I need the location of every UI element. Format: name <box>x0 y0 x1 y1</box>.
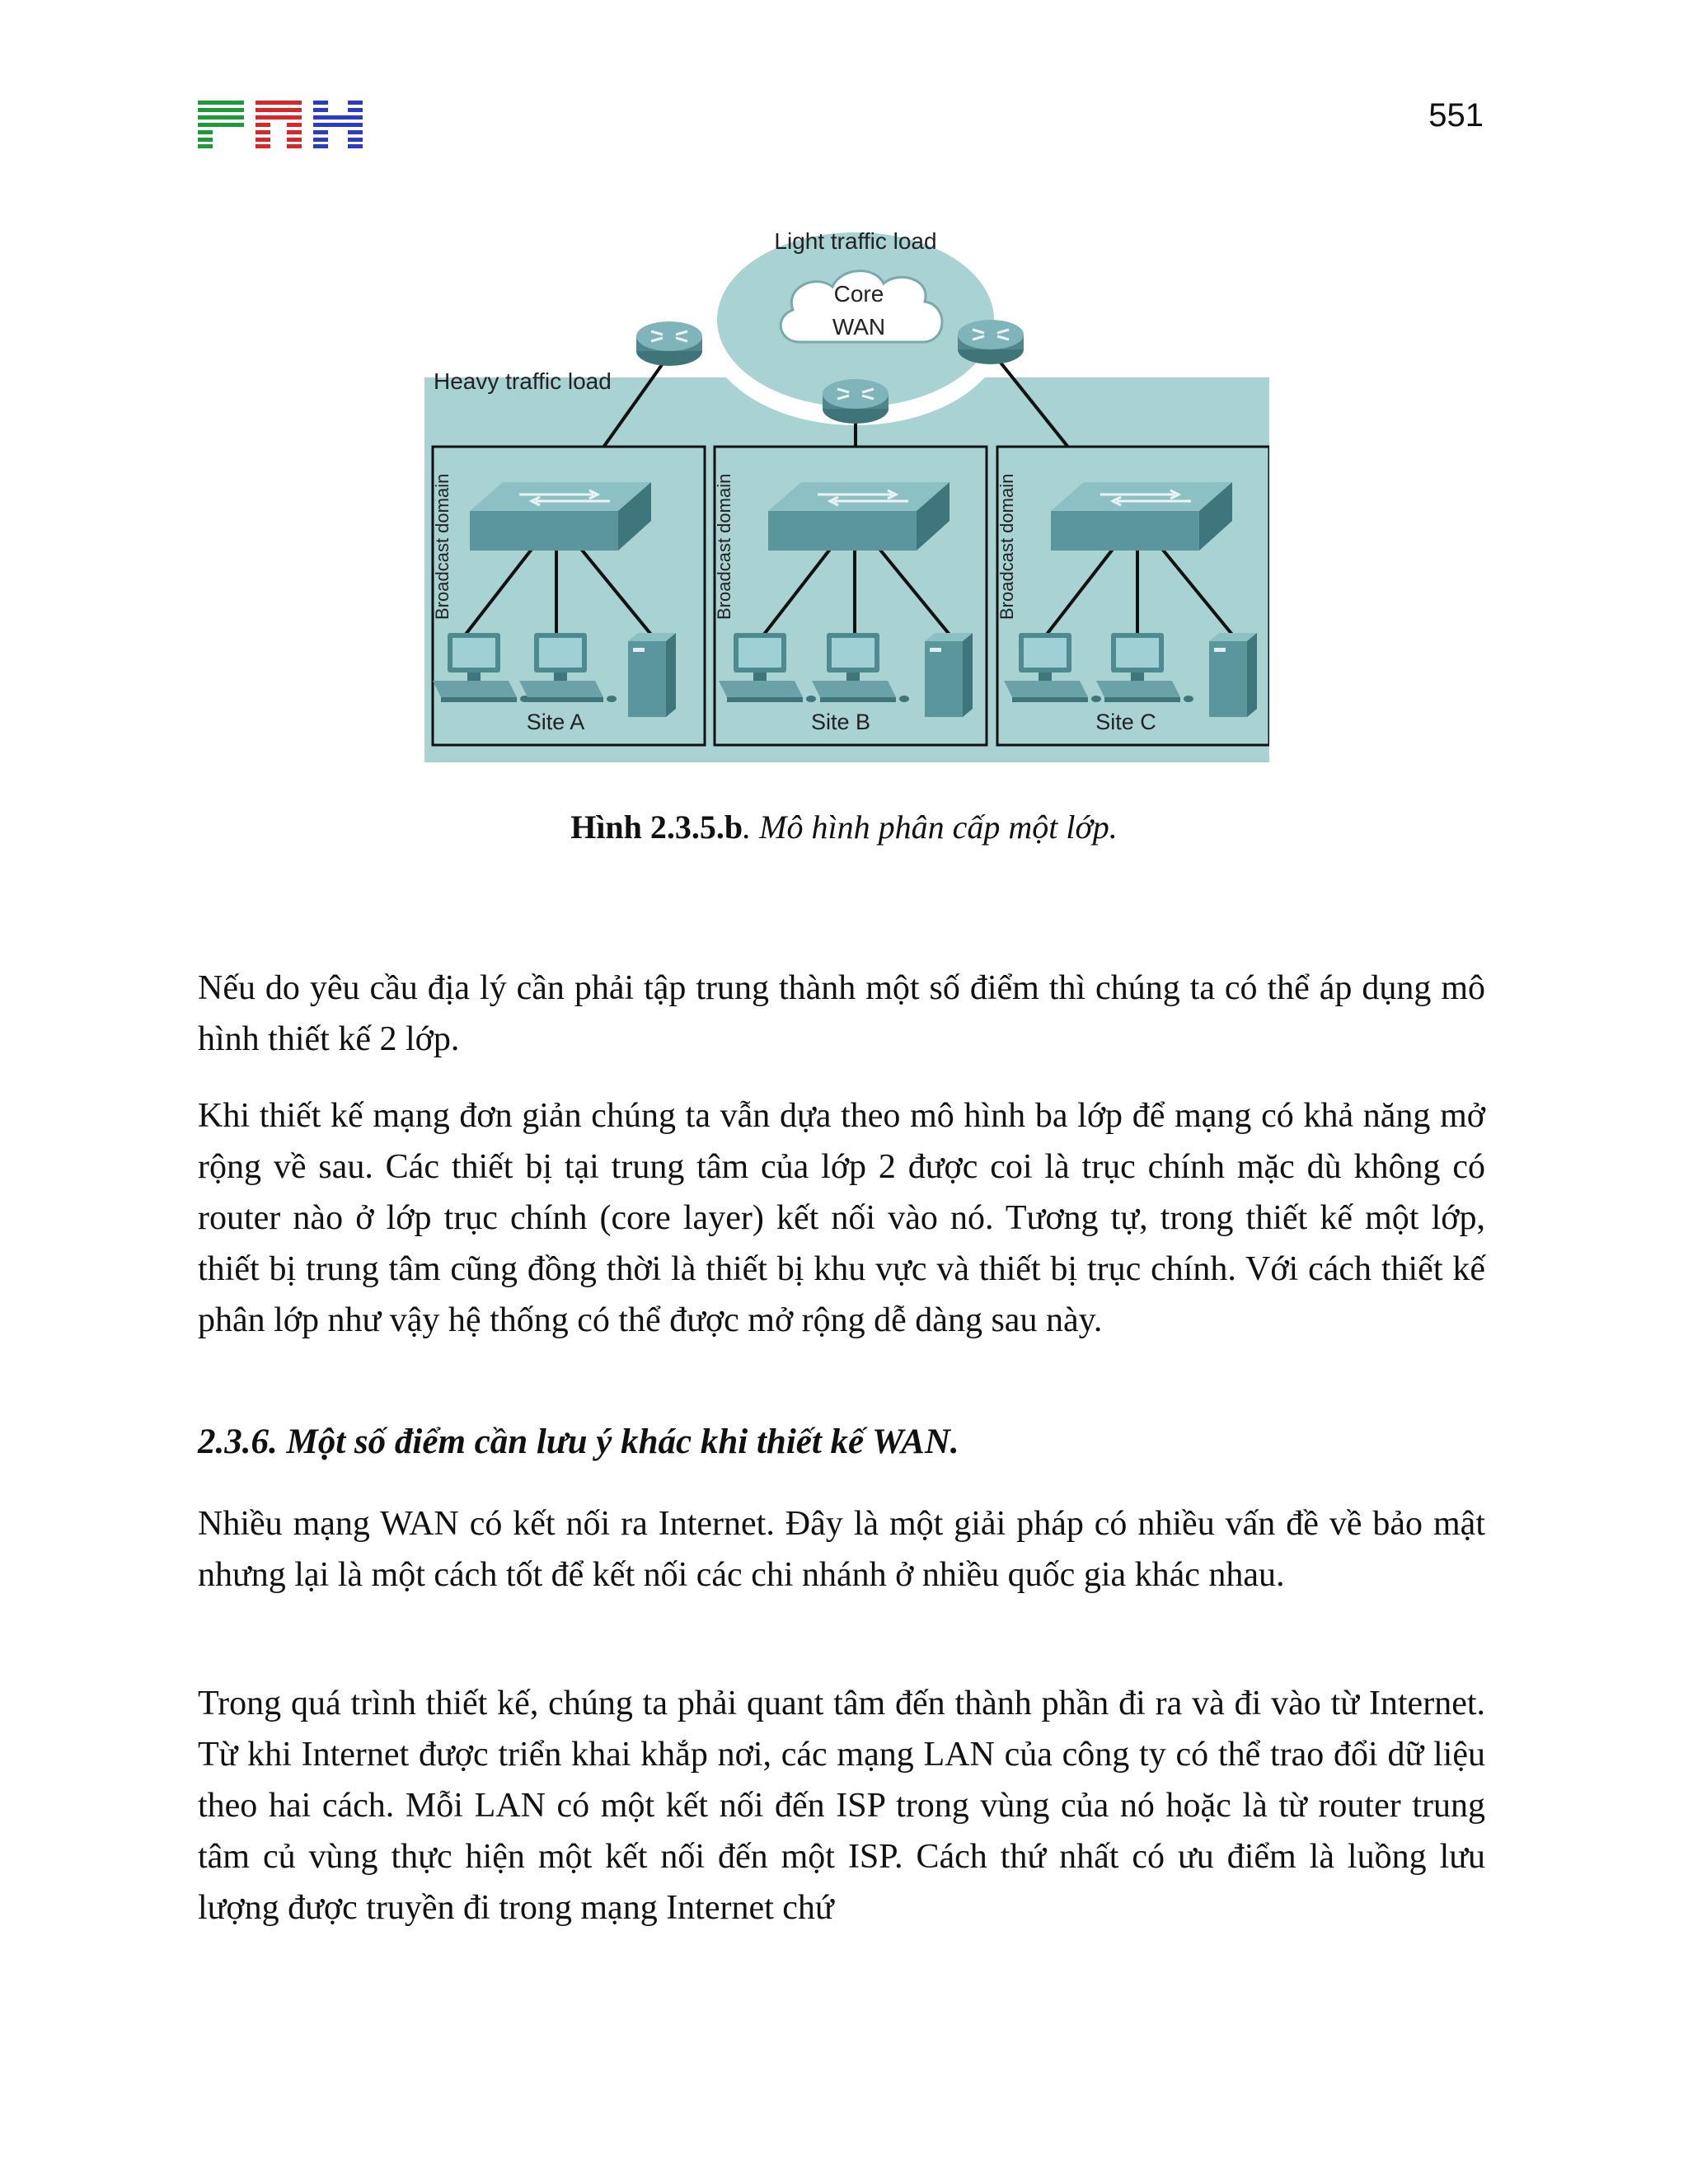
site-label: Site A <box>526 710 585 734</box>
light-traffic-label: Light traffic load <box>774 228 937 254</box>
broadcast-domain-label-c: Broadcast domain <box>996 473 1017 620</box>
site-label: Site B <box>810 710 871 734</box>
site-c-domain <box>996 447 1269 745</box>
broadcast-domain-label-b: Broadcast domain <box>714 473 734 620</box>
section-heading: 2.3.6. Một số điểm cần lưu ý khác khi thiết kế WAN. <box>198 1422 959 1461</box>
figure-caption <box>0 808 1688 846</box>
heavy-traffic-label: Heavy traffic load <box>434 368 612 394</box>
switch-icon <box>1051 482 1232 551</box>
wan-label: WAN <box>832 314 886 340</box>
site-a-domain <box>432 447 705 745</box>
router-left-icon <box>636 321 702 366</box>
core-label: Core <box>833 281 884 307</box>
logo-letter-p <box>198 101 244 148</box>
broadcast-domain-label-a: Broadcast domain <box>432 473 452 620</box>
switch-icon <box>470 482 651 551</box>
pnh-logo <box>198 101 363 148</box>
paragraph-4: Trong quá trình thiết kế, chúng ta phải quant tâm đến thành phần đi ra và đi vào từ Internet. Từ khi Internet được triển khai khắp nơi, các mạng LAN của công ty có thể trao đổi dữ liệu theo hai cách. Mỗi LAN có một kết nối đến ISP trong vùng của nó hoặc là từ router trung tâm củ vùng thực hiện một kết nối đến một ISP. Cách thứ nhất có ưu điểm là luồng lưu lượng được truyền đi trong mạng Internet chứ <box>198 1685 1485 1927</box>
site-b-domain <box>714 447 987 745</box>
server-icon <box>628 633 676 717</box>
server-icon <box>1209 633 1257 717</box>
paragraph-3: Nhiều mạng WAN có kết nối ra Internet. Đây là một giải pháp có nhiều vấn đề về bảo mật nhưng lại là một cách tốt để kết nối các chi nhánh ở nhiều quốc gia khác nhau. <box>198 1505 1485 1594</box>
figure-number: Hình 2.3.5.b <box>570 808 743 846</box>
paragraph-2: Khi thiết kế mạng đơn giản chúng ta vẫn dựa theo mô hình ba lớp để mạng có khả năng mở rộng về sau. Các thiết bị tại trung tâm của lớp 2 được coi là trục chính mặc dù không có router nào ở lớp trục chính (core layer) kết nối vào nó. Tương tự, trong thiết kế một lớp, thiết bị trung tâm cũng đồng thời là thiết bị khu vực và thiết bị trục chính. Với cách thiết kế phân lớp như vậy hệ thống có thể được mở rộng dễ dàng sau này. <box>198 1097 1485 1339</box>
router-right-icon <box>958 320 1024 364</box>
figure-title: . Mô hình phân cấp một lớp. <box>743 808 1118 846</box>
logo-letter-n <box>256 101 302 148</box>
switch-icon <box>768 482 950 551</box>
logo-letter-h <box>313 101 363 148</box>
site-label: Site C <box>1095 710 1156 734</box>
network-diagram <box>404 198 1269 762</box>
page-number: 551 <box>1428 97 1484 134</box>
paragraph-1: Nếu do yêu cầu địa lý cần phải tập trung thành một số điểm thì chúng ta có thể áp dụng mô hình thiết kế 2 lớp. <box>198 969 1485 1058</box>
server-icon <box>925 633 973 717</box>
router-center-icon <box>823 379 889 424</box>
